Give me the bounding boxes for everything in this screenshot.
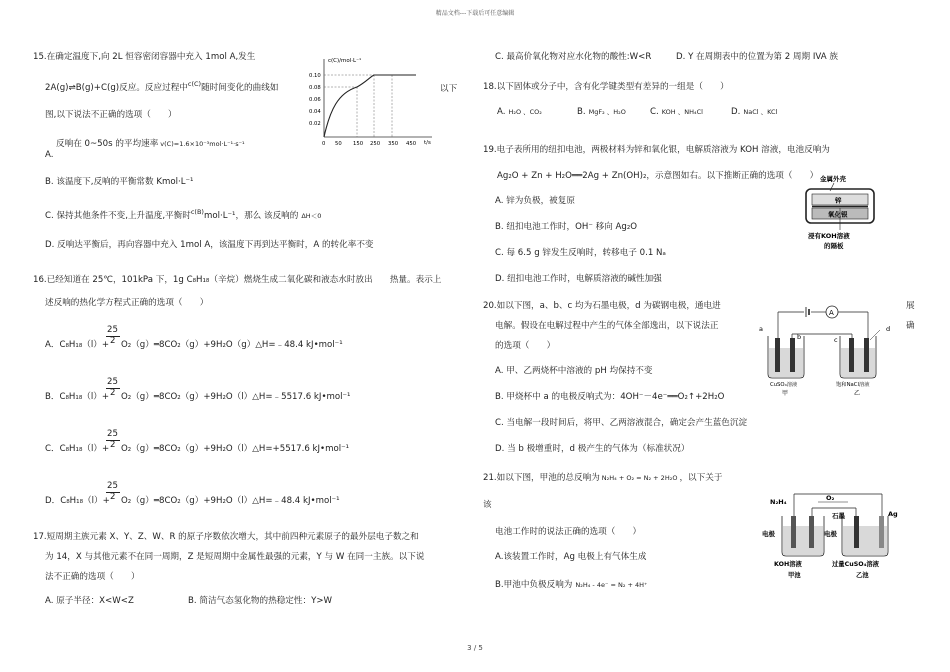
q16-option-d-post: O₂（g）═8CO₂（g）+9H₂O（l）△H=﹣48.4 kJ•mol⁻¹ bbox=[121, 496, 340, 506]
q15-ytick: 0.08 bbox=[309, 85, 321, 91]
q15-ytick: 0.02 bbox=[309, 121, 321, 127]
q20-stem-line3: 的选项（ ） bbox=[495, 341, 556, 351]
q15-option-a-label: A. bbox=[45, 150, 54, 160]
q20-option-b: B. 甲烧杯中 a 的电极反响式为：4OH⁻－4e⁻══O₂↑+2H₂O bbox=[495, 392, 725, 402]
n2h4-label: N₂H₄ bbox=[770, 498, 787, 506]
electrode-b-label: b bbox=[797, 333, 802, 341]
q15-graph-ylabel: c(C)/mol·L⁻¹ bbox=[328, 58, 362, 64]
q15-option-a-text: 反响在 0~50s 的平均速率 bbox=[56, 139, 159, 149]
q15-concentration-graph bbox=[308, 55, 436, 145]
q18-option-b-value: MgF₂ 、H₂O bbox=[588, 108, 626, 116]
q15-option-c-part2: mol·L⁻¹，那么 该反响的 bbox=[203, 210, 299, 221]
page-header: 精品文档---下载后可任意编辑 bbox=[435, 10, 515, 17]
button-cell-diagram bbox=[800, 172, 880, 256]
q21-option-a: A.该装置工作时，Ag 电极上有气体生成 bbox=[495, 552, 647, 562]
beaker2-solution: 饱和NaCl溶液 bbox=[836, 382, 870, 388]
q16-option-c-post: O₂（g）═8CO₂（g）+9H₂O（l）△H=+5517.6 kJ•mol⁻¹ bbox=[121, 444, 350, 454]
frac-denominator: 2 bbox=[110, 336, 116, 346]
cell-jia-label: 甲池 bbox=[788, 572, 801, 579]
q19-stem-line2: Ag₂O + Zn + H₂O══2Ag + Zn(OH)₂，示意图如右。以下推断正确的选项（ ） bbox=[497, 171, 819, 181]
cuso4-solution-label: 过量CuSO₄溶液 bbox=[832, 561, 879, 568]
q15-option-a-formula: v(C)=1.6×10⁻³mol·L⁻¹·s⁻¹ bbox=[160, 140, 245, 148]
q18-option-d bbox=[731, 107, 777, 118]
q18-option-c-label: C. bbox=[650, 107, 659, 117]
q16-option-a-post: O₂（g）═8CO₂（g）+9H₂O（g）△H=﹣48.4 kJ•mol⁻¹ bbox=[121, 340, 343, 350]
zinc-label: 锌 bbox=[835, 196, 842, 205]
q15-cc-formula: c(C) bbox=[187, 80, 202, 88]
q15-stem-line2 bbox=[45, 79, 278, 94]
frac-numerator: 25 bbox=[107, 481, 118, 491]
frac-denominator: 2 bbox=[110, 440, 116, 450]
q15-graph-xlabel: t/s bbox=[424, 140, 431, 146]
beaker1-solution: CuSO₄溶液 bbox=[770, 382, 798, 388]
q19-option-c: C. 每 6.5 g 锌发生反响时，转移电子 0.1 Nₐ bbox=[495, 248, 666, 258]
q16-stem-line2: 述反响的热化学方程式正确的选项（ ） bbox=[45, 298, 209, 308]
q20-option-d: D. 当 b 极增重时，d 极产生的气体为（标准状况） bbox=[495, 444, 690, 454]
electrode-a-label: a bbox=[759, 325, 763, 333]
q18-option-d-label: D. bbox=[731, 107, 741, 117]
q20-option-a: A. 甲、乙两烧杯中溶液的 pH 均保持不变 bbox=[495, 366, 653, 376]
electrode-c-label: c bbox=[834, 336, 838, 344]
q18-option-a-value: H₂O 、CO₂ bbox=[508, 108, 542, 116]
q16-option-a-pre: A．C₈H₁₈（l）+ bbox=[45, 340, 110, 350]
q18-option-c-value: KOH 、NH₄Cl bbox=[661, 108, 703, 116]
q16-option-d-pre: D．C₈H₁₈（l）+ bbox=[45, 496, 110, 506]
beaker2-name: 乙 bbox=[854, 390, 861, 397]
q16-option-c-pre: C．C₈H₁₈（l）+ bbox=[45, 444, 110, 454]
q20-option-c: C. 当电解一段时间后，将甲、乙两溶液混合，确定会产生蓝色沉淀 bbox=[495, 418, 748, 428]
q21-stem-part2: ，以下关于 bbox=[679, 473, 723, 483]
q15-option-c bbox=[45, 207, 321, 222]
q15-xtick: 50 bbox=[335, 141, 342, 147]
q15-xtick: 250 bbox=[370, 141, 381, 147]
q21-total-reaction: N₂H₄ + O₂ = N₂ + 2H₂O bbox=[601, 474, 678, 482]
frac-numerator: 25 bbox=[107, 429, 118, 439]
q17-option-a: A. 原子半径：X<W<Z bbox=[45, 596, 134, 606]
q15-xtick: 150 bbox=[353, 141, 364, 147]
q21-option-b-formula: N₂H₄ - 4e⁻ = N₂ + 4H⁺ bbox=[575, 581, 648, 589]
q15-option-c-part1: C. 保持其他条件不变,上升温度,平衡时 bbox=[45, 210, 191, 221]
q21-stem-line2: 该 bbox=[483, 500, 492, 510]
frac-denominator: 2 bbox=[110, 492, 116, 502]
q21-option-b bbox=[495, 580, 647, 591]
q21-option-b-text: B.甲池中负极反响为 bbox=[495, 580, 573, 590]
q18-stem: 18.以下固体或分子中，含有化学键类型有差异的一组是（ ） bbox=[483, 82, 729, 92]
q17-option-c: C. 最高价氧化物对应水化物的酸性:W<R bbox=[495, 52, 652, 62]
q15-ytick: 0.06 bbox=[309, 97, 321, 103]
q21-stem-line3: 电池工作时的说法正确的选项（ ） bbox=[495, 527, 642, 537]
q17-option-d: D. Y 在周期表中的位置为第 2 周期 IVA 族 bbox=[676, 52, 838, 62]
page-number: 3 / 5 bbox=[467, 644, 483, 652]
q16-stem-line1: 16.已经知道在 25℃，101kPa 下，1g C₈H₁₈（辛烷）燃烧生成二氧化碳和液态水时放出 热量。表示上 bbox=[33, 275, 442, 285]
q18-option-a bbox=[497, 107, 542, 118]
q15-xtick: 350 bbox=[388, 141, 399, 147]
q15-stem-line3: 图,以下说法不正确的选项（ ） bbox=[45, 110, 177, 120]
q15-option-c-cb: c(B) bbox=[190, 208, 204, 216]
graphite-label: 石墨 bbox=[832, 512, 845, 520]
q15-xtick: 450 bbox=[406, 141, 417, 147]
koh-solution-label: KOH溶液 bbox=[774, 561, 802, 568]
q15-xtick: 0 bbox=[322, 141, 326, 147]
q17-stem-line2: 为 14，X 与其他元素不在同一周期，Z 是短周期中金属性最强的元素，Y 与 W 在同一主族。以下说 bbox=[45, 552, 425, 562]
q15-ytick: 0.10 bbox=[309, 73, 321, 79]
q15-option-a bbox=[56, 139, 245, 150]
shell-label: 金属外壳 bbox=[820, 175, 846, 183]
cell-yi-label: 乙池 bbox=[856, 572, 869, 579]
separator-label-1: 浸有KOH溶液 bbox=[808, 232, 850, 240]
q17-stem-line3: 法不正确的选项（ ） bbox=[45, 572, 140, 582]
q15-option-d: D. 反响达平衡后，再向容器中充入 1mol A，该温度下再到达平衡时，A 的转化率不变 bbox=[45, 240, 374, 250]
q17-stem-line1: 17.短周期主族元素 X、Y、Z、W、R 的原子序数依次增大，其中前四种元素原子的最外层电子数之和 bbox=[33, 532, 419, 542]
ammeter-label: A bbox=[829, 309, 834, 317]
q16-option-b-post: O₂（g）═8CO₂（g）+9H₂O（l）△H=﹣5517.6 kJ•mol⁻¹ bbox=[121, 392, 351, 402]
electrolysis-diagram bbox=[756, 298, 898, 398]
o2-label: O₂ bbox=[826, 494, 835, 502]
q18-option-c bbox=[650, 107, 703, 118]
q20-stem-line1: 20.如以下图，a、b、c 均为石墨电极，d 为碳钢电极，通电进 bbox=[483, 301, 721, 311]
silver-label: Ag bbox=[888, 510, 898, 518]
q15-stem-part2: 随时间变化的曲线如 bbox=[201, 82, 279, 93]
q18-option-a-label: A. bbox=[497, 107, 506, 117]
electrode-d-label: d bbox=[886, 325, 891, 333]
frac-numerator: 25 bbox=[107, 325, 118, 335]
q15-stem-trailing: 以下 bbox=[440, 84, 458, 94]
silver-oxide-label: 氧化银 bbox=[828, 210, 848, 219]
frac-denominator: 2 bbox=[110, 388, 116, 398]
q20-stem-line2-end: 确 bbox=[906, 321, 915, 331]
electrode-label-middle: 电极 bbox=[824, 530, 837, 538]
q15-option-b: B. 该温度下,反响的平衡常数 Kmol·L⁻¹ bbox=[45, 177, 194, 187]
fuel-cell-diagram bbox=[760, 488, 902, 582]
q19-stem-line1: 19.电子表所用的纽扣电池，两极材料为锌和氧化银，电解质溶液为 KOH 溶液，电池反响为 bbox=[483, 145, 830, 155]
q20-stem-line2: 电解。假设在电解过程中产生的气体全部逸出，以下说法正 bbox=[495, 321, 719, 331]
q20-stem-line1-end: 展 bbox=[906, 301, 915, 311]
q19-option-a: A. 锌为负极，被复原 bbox=[495, 196, 575, 206]
q18-option-b bbox=[577, 107, 626, 118]
q21-stem-line1 bbox=[483, 473, 722, 484]
q19-option-b: B. 纽扣电池工作时，OH⁻ 移向 Ag₂O bbox=[495, 222, 638, 232]
q19-option-d: D. 纽扣电池工作时，电解质溶液的碱性加强 bbox=[495, 274, 662, 284]
beaker1-name: 甲 bbox=[782, 390, 789, 397]
q16-option-b-pre: B．C₈H₁₈（l）+ bbox=[45, 392, 110, 402]
q18-option-b-label: B. bbox=[577, 107, 586, 117]
q21-stem-part1: 21.如以下图，甲池的总反响为 bbox=[483, 473, 600, 483]
q15-option-c-dh: ΔH＜0 bbox=[301, 211, 322, 220]
q15-stem-line1: 15.在确定温度下,向 2L 恒容密闭容器中充入 1mol A,发生 bbox=[33, 52, 256, 62]
q18-option-d-value: NaCl 、KCl bbox=[743, 108, 778, 116]
q15-stem-part1: 2A(g)⇌B(g)+C(g)反应。反应过程中 bbox=[45, 82, 188, 93]
electrode-label-left: 电极 bbox=[762, 530, 775, 538]
q15-ytick: 0.04 bbox=[309, 109, 321, 115]
q17-option-b: B. 简洁气态氢化物的热稳定性：Y>W bbox=[188, 596, 333, 606]
separator-label-2: 的隔板 bbox=[824, 242, 844, 250]
frac-numerator: 25 bbox=[107, 377, 118, 387]
